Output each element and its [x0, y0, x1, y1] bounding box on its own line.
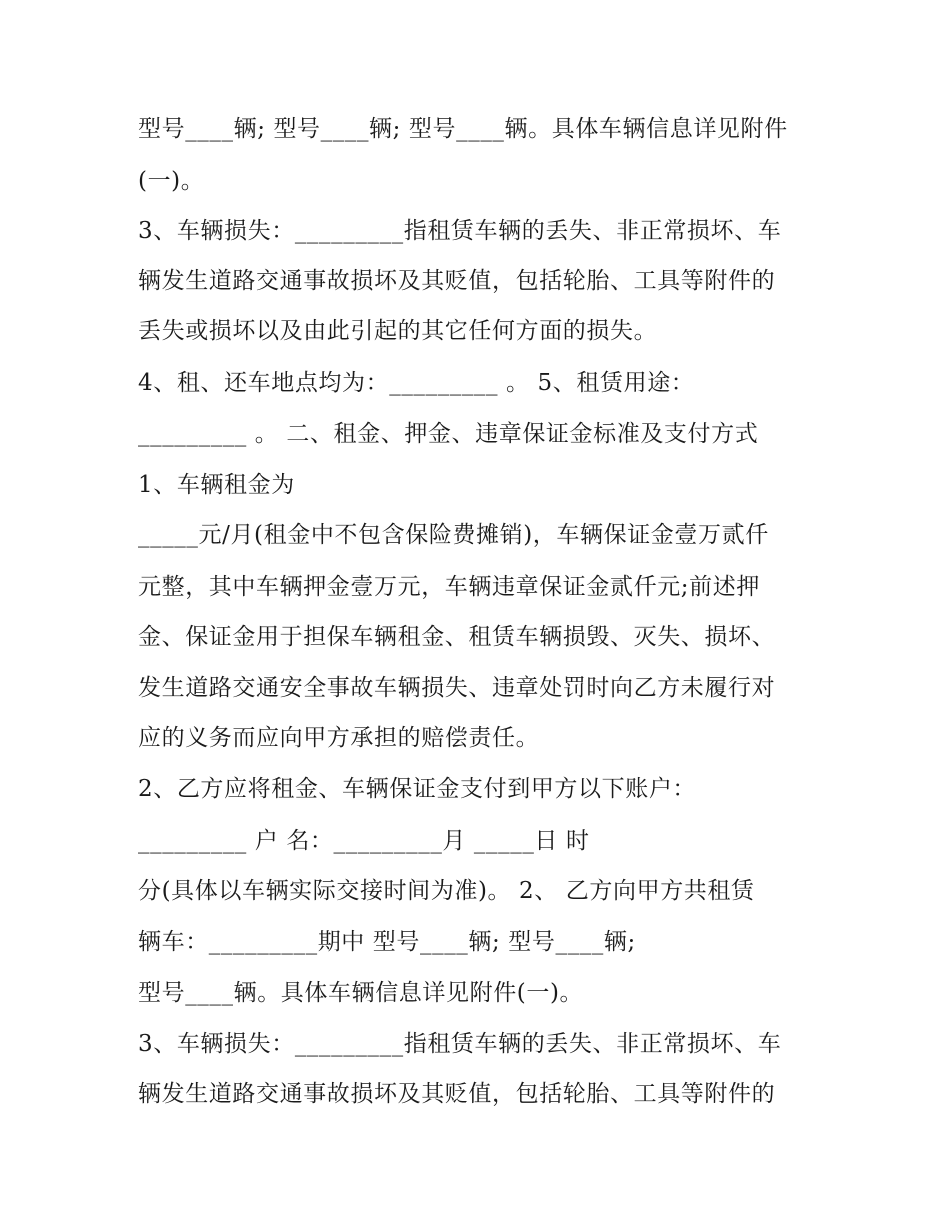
- text-line-3: 3、车辆损失：_________指租赁车辆的丢失、非正常损坏、车: [138, 218, 782, 244]
- text-line-1: 型号____辆; 型号____辆; 型号____辆。具体车辆信息详见附件: [138, 116, 788, 142]
- text-line-20: 辆发生道路交通事故损坏及其贬值，包括轮胎、工具等附件的: [138, 1081, 776, 1107]
- text-line-5: 丢失或损坏以及由此引起的其它任何方面的损失。: [138, 318, 658, 344]
- text-line-9: _____元/月(租金中不包含保险费摊销)，车辆保证金壹万贰仟: [138, 522, 769, 548]
- text-line-4: 辆发生道路交通事故损坏及其贬值，包括轮胎、工具等附件的: [138, 268, 776, 294]
- text-line-7: _________ 。 二、租金、押金、违章保证金标准及支付方式: [138, 421, 759, 447]
- text-line-16: 分(具体以车辆实际交接时间为准)。 2、 乙方向甲方共租赁: [138, 878, 755, 904]
- text-line-17: 辆车：_________期中 型号____辆; 型号____辆;: [138, 929, 636, 955]
- text-line-15: _________ 户 名：_________月 _____日 时: [138, 828, 590, 854]
- text-line-8: 1、车辆租金为: [138, 472, 295, 498]
- text-line-12: 发生道路交通安全事故车辆损失、违章处罚时向乙方未履行对: [138, 675, 776, 701]
- text-line-2: (一)。: [138, 168, 205, 194]
- text-line-13: 应的义务而应向甲方承担的赔偿责任。: [138, 725, 540, 751]
- text-line-6: 4、租、还车地点均为：_________ 。 5、租赁用途：: [138, 370, 695, 396]
- text-line-11: 金、保证金用于担保车辆租金、租赁车辆损毁、灭失、损坏、: [138, 624, 776, 650]
- text-line-18: 型号____辆。具体车辆信息详见附件(一)。: [138, 980, 584, 1006]
- text-line-19: 3、车辆损失：_________指租赁车辆的丢失、非正常损坏、车: [138, 1031, 782, 1057]
- text-line-14: 2、乙方应将租金、车辆保证金支付到甲方以下账户：: [138, 776, 697, 802]
- text-line-10: 元整，其中车辆押金壹万元，车辆违章保证金贰仟元;前述押: [138, 574, 760, 600]
